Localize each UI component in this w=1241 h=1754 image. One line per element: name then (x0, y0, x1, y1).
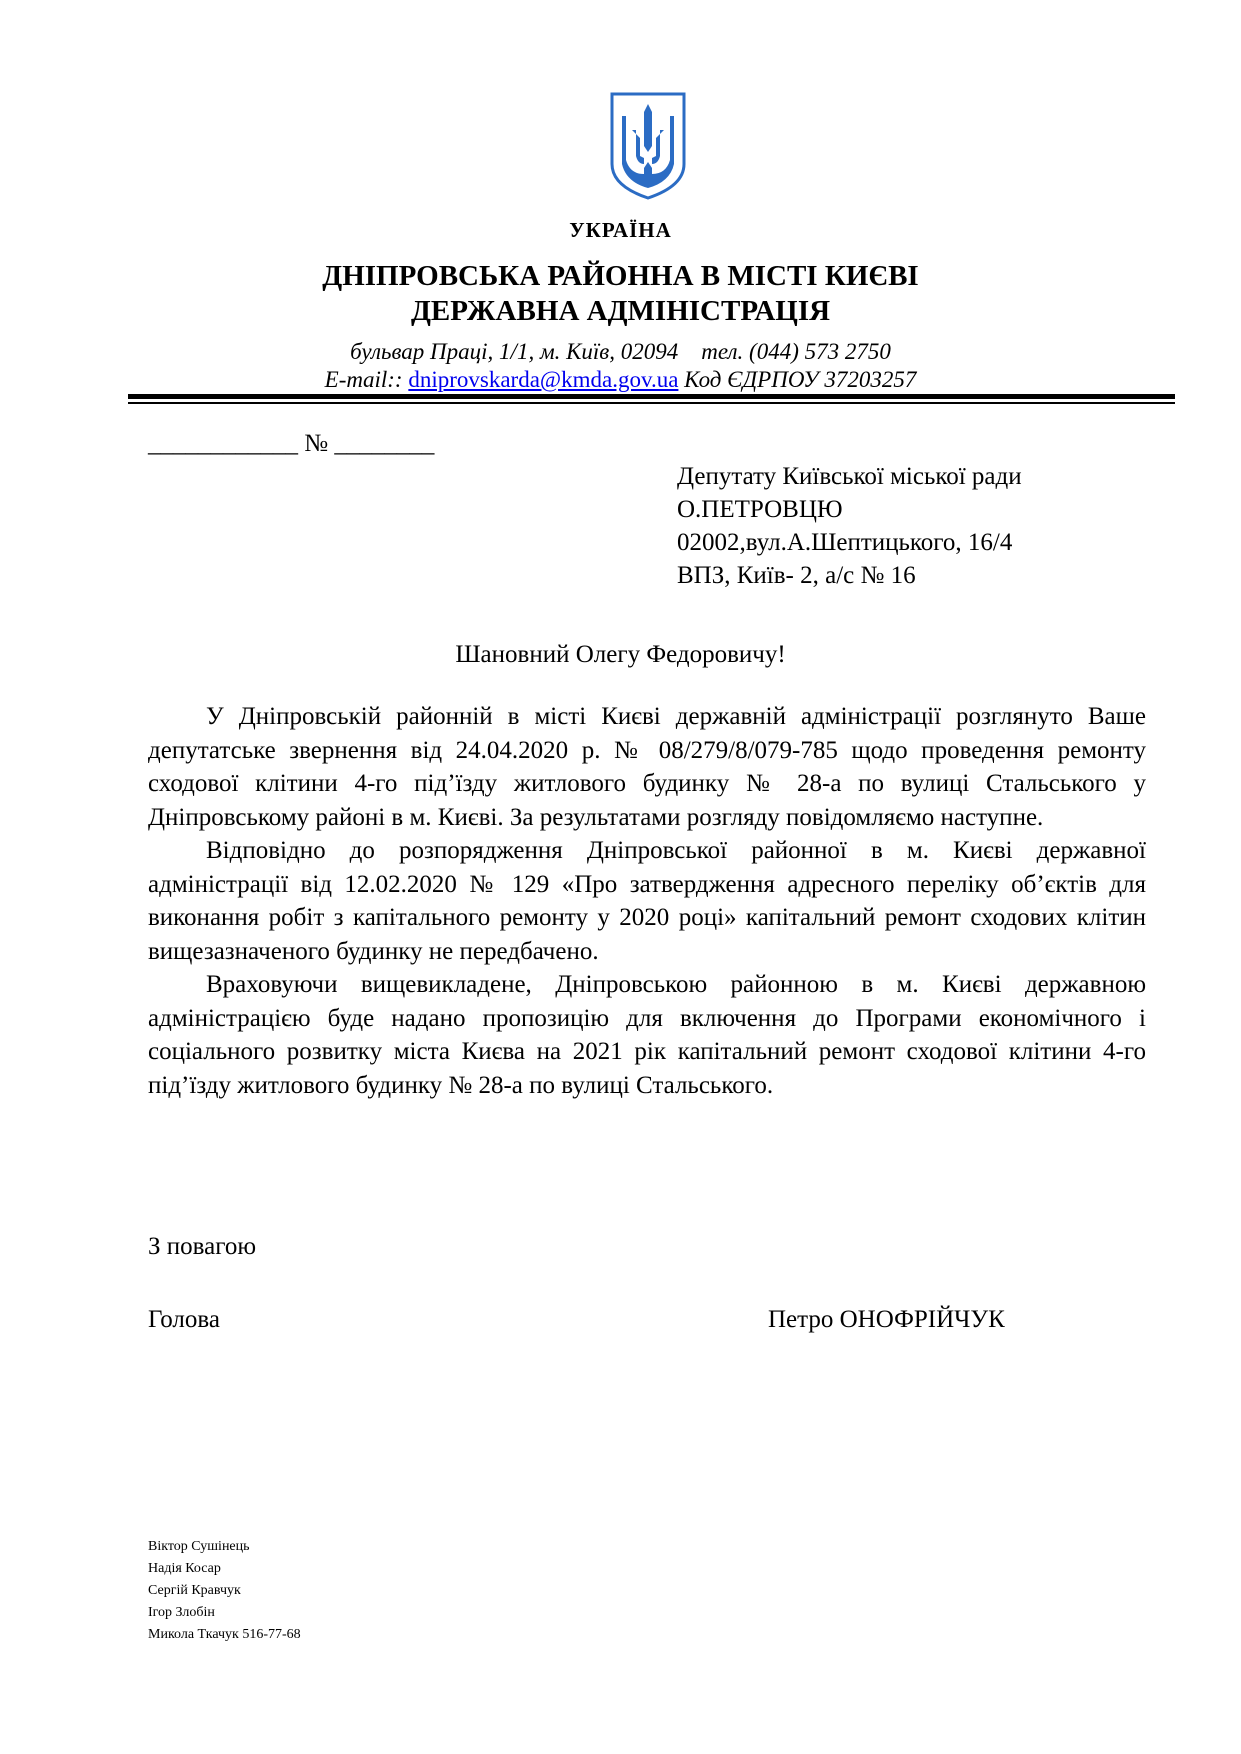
country-name: УКРАЇНА (569, 218, 672, 242)
body-paragraph-3: Враховуючи вищевикладене, Дніпровською районною в м. Києві державною адміністрацією буде надано пропозицію для включення до Програми економічного і соціального розвитку міста Києва на 2021 рік капітальний ремонт сходової клітини 4-го під’їзду житлового будинку № 28-а по вулиці Стальського. (148, 971, 1146, 1099)
executors-list (148, 1536, 301, 1646)
executor-item: Сергій Кравчук (148, 1583, 241, 1598)
address-line: бульвар Праці, 1/1, м. Київ, 02094 тел. (044) 573 2750 (350, 339, 891, 364)
registration-number-line: ____________ № ________ (148, 430, 435, 457)
header-divider-thin (128, 402, 1175, 404)
recipient-street: 02002,вул.А.Шептицького, 16/4 (677, 529, 1013, 556)
organization-contacts (0, 366, 1241, 394)
body-paragraph-2: Відповідно до розпорядження Дніпровської районної в м. Києві державної адміністрації від 12.02.2020 № 129 «Про затвердження адресного переліку об’єктів для виконання робіт з капітального ремонту у 2020 році» капітальний ремонт сходових клітин вищезазначеного будинку не передбачено. (148, 837, 1146, 965)
executor-item: Віктор Сушінець (148, 1539, 250, 1554)
executor-item: Надія Косар (148, 1561, 221, 1576)
signer-position: Голова (148, 1306, 220, 1333)
organization-name-line1: ДНІПРОВСЬКА РАЙОННА В МІСТІ КИЄВІ (322, 260, 919, 292)
salutation: Шановний Олегу Федоровичу! (455, 641, 786, 668)
signer-name: Петро ОНОФРІЙЧУК (768, 1306, 1005, 1333)
recipient-block (677, 460, 1022, 592)
edrpou-code: Код ЄДРПОУ 37203257 (678, 367, 917, 392)
email-label: E-mail:: (324, 367, 409, 392)
email-link[interactable]: dniprovskarda@kmda.gov.ua (408, 367, 679, 392)
organization-address (0, 338, 1241, 366)
letter-body (148, 700, 1146, 1102)
body-paragraph-1: У Дніпровській районній в місті Києві державній адміністрації розглянуто Ваше депутатське звернення від 24.04.2020 р. № 08/279/8/079-785 щодо проведення ремонту сходової клітини 4-го під’їзду житлового будинку № 28-а по вулиці Стальського у Дніпровському районі в м. Києві. За результатами розгляду повідомляємо наступне. (148, 703, 1146, 831)
recipient-title: Депутату Київської міської ради (677, 463, 1022, 490)
executor-item: Ігор Злобін (148, 1605, 215, 1620)
recipient-postal: ВПЗ, Київ- 2, а/с № 16 (677, 562, 916, 589)
executor-item: Микола Ткачук 516-77-68 (148, 1627, 301, 1642)
tryzub-emblem-icon (608, 90, 688, 202)
header-divider-thick (128, 394, 1175, 399)
recipient-name: О.ПЕТРОВЦЮ (677, 496, 843, 523)
closing-regards: З повагою (148, 1233, 257, 1260)
organization-name-line2: ДЕРЖАВНА АДМІНІСТРАЦІЯ (410, 295, 831, 327)
